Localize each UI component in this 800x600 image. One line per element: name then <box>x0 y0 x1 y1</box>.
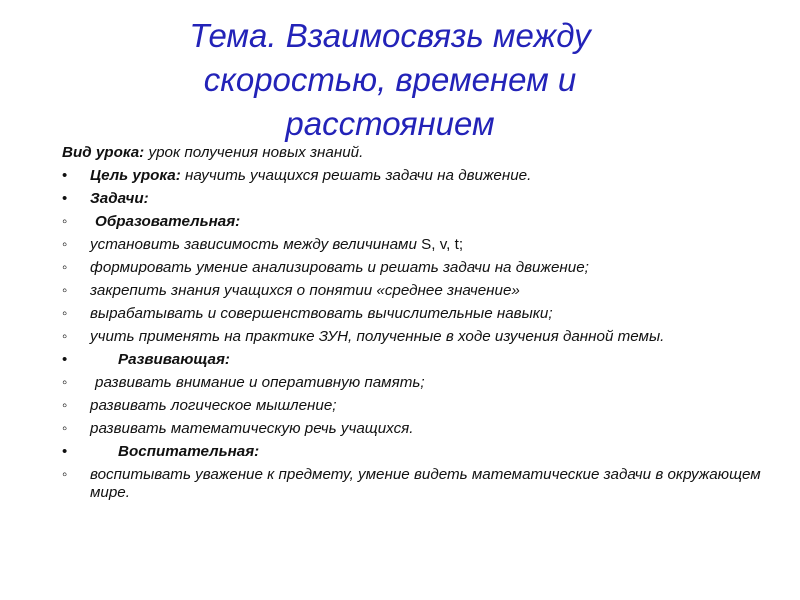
bullet-hollow: ◦ <box>62 213 68 230</box>
developing-item-text: развивать логическое мышление; <box>90 397 337 414</box>
list-item <box>62 282 777 300</box>
educational-label: Образовательная: <box>95 213 241 230</box>
bullet-filled: • <box>62 351 68 368</box>
upbringing-item-text: воспитывать уважение к предмету, умение видеть математические задачи в окружающем мире. <box>90 466 761 501</box>
list-item <box>62 374 777 392</box>
bullet-hollow: ◦ <box>62 328 68 345</box>
list-item <box>62 328 777 346</box>
title-line-1: Тема. Взаимосвязь между <box>189 17 591 54</box>
lesson-goal-row <box>62 167 777 185</box>
educational-item-text: вырабатывать и совершенствовать вычислительные навыки; <box>90 305 553 322</box>
developing-item-text: развивать внимание и оперативную память; <box>95 374 425 391</box>
upbringing-label: Воспитательная: <box>118 443 260 460</box>
educational-heading-row <box>62 213 777 231</box>
title-line-2: скоростью, временем и <box>203 61 577 98</box>
bullet-hollow: ◦ <box>62 420 68 437</box>
educational-item-text: учить применять на практике ЗУН, полученные в ходе изучения данной темы. <box>90 328 665 345</box>
variables-text: S, v, t; <box>421 236 464 253</box>
lesson-type-label: Вид урока: <box>62 144 145 161</box>
bullet-filled: • <box>62 190 68 207</box>
tasks-label: Задачи: <box>90 190 149 207</box>
list-item <box>62 305 777 323</box>
lesson-goal-label: Цель урока: <box>90 167 181 184</box>
bullet-hollow: ◦ <box>62 259 68 276</box>
developing-heading-row <box>62 351 777 369</box>
tasks-row <box>62 190 777 208</box>
bullet-hollow: ◦ <box>62 305 68 322</box>
bullet-hollow: ◦ <box>62 466 68 483</box>
bullet-filled: • <box>62 443 68 460</box>
developing-label: Развивающая: <box>118 351 230 368</box>
slide-title <box>120 14 660 146</box>
upbringing-heading-row <box>62 443 777 461</box>
educational-item-text: закрепить знания учащихся о понятии «среднее значение» <box>90 282 520 299</box>
bullet-hollow: ◦ <box>62 397 68 414</box>
bullet-filled: • <box>62 167 68 184</box>
bullet-hollow: ◦ <box>62 236 68 253</box>
list-item <box>62 259 777 277</box>
bullet-hollow: ◦ <box>62 282 68 299</box>
bullet-hollow: ◦ <box>62 374 68 391</box>
list-item <box>62 236 777 254</box>
educational-item-text: формировать умение анализировать и решать задачи на движение; <box>90 259 589 276</box>
title-line-3: расстоянием <box>285 105 495 142</box>
lesson-goal-value: научить учащихся решать задачи на движение. <box>180 167 532 184</box>
lesson-type-value: урок получения новых знаний. <box>144 144 364 161</box>
lesson-plan <box>62 144 777 507</box>
developing-item-text: развивать математическую речь учащихся. <box>90 420 414 437</box>
list-item <box>62 466 777 502</box>
lesson-type-row <box>62 144 777 162</box>
educational-item-text: установить зависимость между величинами <box>90 236 422 253</box>
list-item <box>62 397 777 415</box>
list-item <box>62 420 777 438</box>
